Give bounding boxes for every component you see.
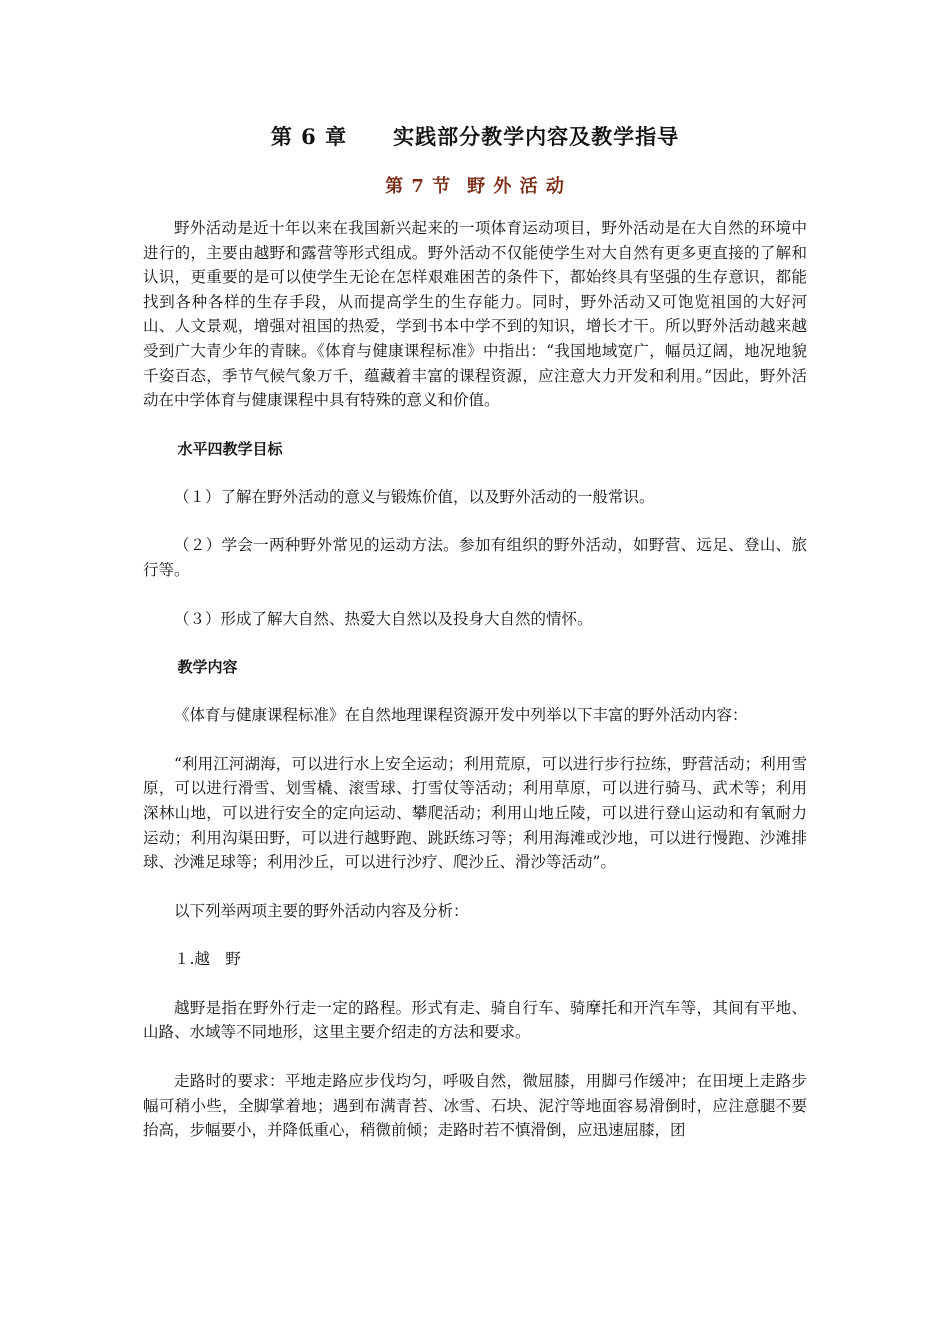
intro-paragraph: 野外活动是近十年以来在我国新兴起来的一项体育运动项目，野外活动是在大自然的环境中进行的，主要由越野和露营等形式组成。野外活动不仅能使学生对大自然有更多更直接的了解和认识，更重要的是可以使学生无论在怎样艰难困苦的条件下，都始终具有坚强的生存意识，都能找到各种各样的生存手段，从而提高学生的生存能力。同时，野外活动又可饱览祖国的大好河山、人文景观，增强对祖国的热爱，学到书本中学不到的知识，增长才干。所以野外活动越来越受到广大青少年的青睐。《体育与健康课程标准》中指出：“我国地域宽广，幅员辽阔，地况地貌千姿百态，季节气候气象万千，蕴藏着丰富的课程资源，应注意大力开发和利用。”因此，野外活动在中学体育与健康课程中具有特殊的意义和价值。 [143,219,807,410]
goal-item-3: （３）形成了解大自然、热爱大自然以及投身大自然的情怀。 [174,609,593,628]
goal-item-2: （２）学会一两种野外常见的运动方法。参加有组织的野外活动，如野营、远足、登山、旅行等。 [143,536,807,579]
chapter-title [143,120,807,154]
document-page [143,120,807,1143]
section-number: 第 7 节 [385,176,452,197]
subsection-heading-cross-country: １.越 野 [174,950,241,969]
chapter-name: 实践部分教学内容及教学指导 [393,124,680,149]
content-quote-paragraph: “利用江河湖海，可以进行水上安全运动；利用荒原，可以进行步行拉练，野营活动；利用雪原，可以进行滑雪、划雪橇、滚雪球、打雪仗等活动；利用草原，可以进行骑马、武术等；利用深林山地，可以进行安全的定向运动、攀爬活动；利用山地丘陵，可以进行登山运动和有氧耐力运动；利用沟渠田野，可以进行越野跑、跳跃练习等；利用海滩或沙地，可以进行慢跑、沙滩排球、沙滩足球等；利用沙丘，可以进行沙疗、爬沙丘、滑沙等活动”。 [143,754,807,872]
content-paragraph-3: 以下列举两项主要的野外活动内容及分析： [174,901,469,920]
goals-heading: 水平四教学目标 [177,439,283,458]
content-paragraph-1: 《体育与健康课程标准》在自然地理课程资源开发中列举以下丰富的野外活动内容： [174,706,748,725]
content-paragraph-4: 越野是指在野外行走一定的路程。形式有走、骑自行车、骑摩托和开汽车等，其间有平地、山路、水域等不同地形，这里主要介绍走的方法和要求。 [143,998,807,1042]
chapter-number: 第 6 章 [270,124,348,149]
content-paragraph-5: 走路时的要求：平地走路应步伐均匀，呼吸自然，微屈膝，用脚弓作缓冲；在田埂上走路步幅可稍小些，全脚掌着地；遇到布满青苔、冰雪、石块、泥泞等地面容易滑倒时，应注意腿不要抬高，步幅要小，并降低重心，稍微前倾；走路时若不慎滑倒，应迅速屈膝，团 [143,1072,807,1140]
goal-item-1: （１）了解在野外活动的意义与锻炼价值，以及野外活动的一般常识。 [174,487,655,506]
content-heading: 教学内容 [177,658,238,677]
section-title [143,172,807,202]
section-name: 野 外 活 动 [467,176,565,197]
